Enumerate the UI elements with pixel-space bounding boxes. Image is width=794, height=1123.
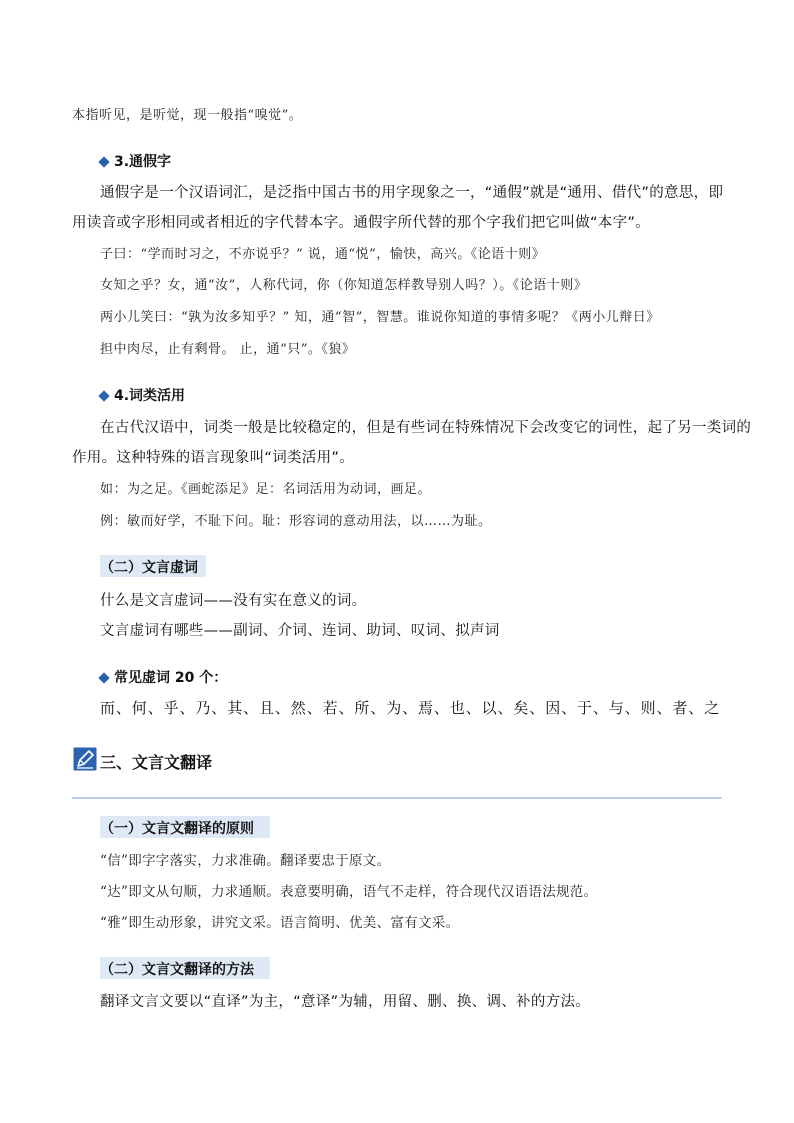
common-xuci-heading <box>96 667 227 687</box>
diamond-bullet-icon <box>98 672 109 683</box>
tongjiazi-heading-text: 3.通假字 <box>114 154 172 170</box>
cileihuoyong-heading-text: 4.词类活用 <box>114 388 186 404</box>
principle-xin: “信”即字字落实，力求准确。翻译要忠于原文。 <box>100 853 391 869</box>
xuci-definition-line: 什么是文言虚词——没有实在意义的词。 <box>100 593 367 609</box>
tongjiazi-paragraph-line-1: 通假字是一个汉语词汇，是泛指中国古书的用字现象之一，“通假”就是“通用、借代”的意思，即 <box>100 185 724 201</box>
pen-icon <box>73 747 97 771</box>
cileihuoyong-paragraph-line-1: 在古代汉语中，词类一般是比较稳定的，但是有些词在特殊情况下会改变它的词性，起了另一类词的 <box>100 420 752 436</box>
intro-line: 本指听见，是听觉，现一般指“嗅觉”。 <box>72 108 303 123</box>
tongjiazi-heading <box>96 151 171 171</box>
tongjiazi-example-2: 女知之乎？女，通“汝”，人称代词，你（你知道怎样教导别人吗？）。《论语十则》 <box>100 278 588 293</box>
principle-da: “达”即文从句顺，力求通顺。表意要明确，语气不走样，符合现代汉语语法规范。 <box>100 884 598 900</box>
common-xuci-heading-text: 常见虚词 20 个： <box>114 670 228 686</box>
principle-ya: “雅”即生动形象，讲究文采。语言简明、优美、富有文采。 <box>100 915 460 931</box>
xuci-band-label: （二）文言虚词 <box>100 560 198 576</box>
principles-band-label: （一）文言文翻译的原则 <box>100 821 254 837</box>
cileihuoyong-example-2: 例：敏而好学，不耻下问。耻：形容词的意动用法，以……为耻。 <box>100 514 492 529</box>
cileihuoyong-paragraph-line-2: 作用。这种特殊的语言现象叫“词类活用”。 <box>72 450 355 466</box>
section-title-translation: 三、文言文翻译 <box>100 753 213 772</box>
tongjiazi-paragraph-line-2: 用读音或字形相同或者相近的字代替本字。通假字所代替的那个字我们把它叫做“本字”。 <box>72 215 651 231</box>
xuci-types-line: 文言虚词有哪些——副词、介词、连词、助词、叹词、拟声词 <box>100 623 500 639</box>
cileihuoyong-example-1: 如：为之足。《画蛇添足》足：名词活用为动词，画足。 <box>100 482 432 497</box>
cileihuoyong-heading <box>96 385 185 405</box>
diamond-bullet-icon <box>98 156 109 167</box>
section-divider <box>72 797 722 799</box>
common-xuci-list: 而、何、乎、乃、其、且、然、若、所、为、焉、也、以、矣、因、于、与、则、者、之 <box>100 699 721 717</box>
diamond-bullet-icon <box>98 390 109 401</box>
tongjiazi-example-1: 子曰：“学而时习之，不亦说乎？” 说，通“悦”，愉快，高兴。《论语十则》 <box>100 247 546 262</box>
methods-band-label: （二）文言文翻译的方法 <box>100 962 254 978</box>
methods-text: 翻译文言文要以“直译”为主，“意译”为辅，用留、删、换、调、补的方法。 <box>100 994 591 1010</box>
tongjiazi-example-4: 担中肉尽，止有剩骨。 止，通“只”。《狼》 <box>100 342 356 357</box>
tongjiazi-example-3: 两小儿笑曰：“孰为汝多知乎？” 知，通“智”，智慧。谁说你知道的事情多呢？《两小儿辩日》 <box>100 310 660 325</box>
